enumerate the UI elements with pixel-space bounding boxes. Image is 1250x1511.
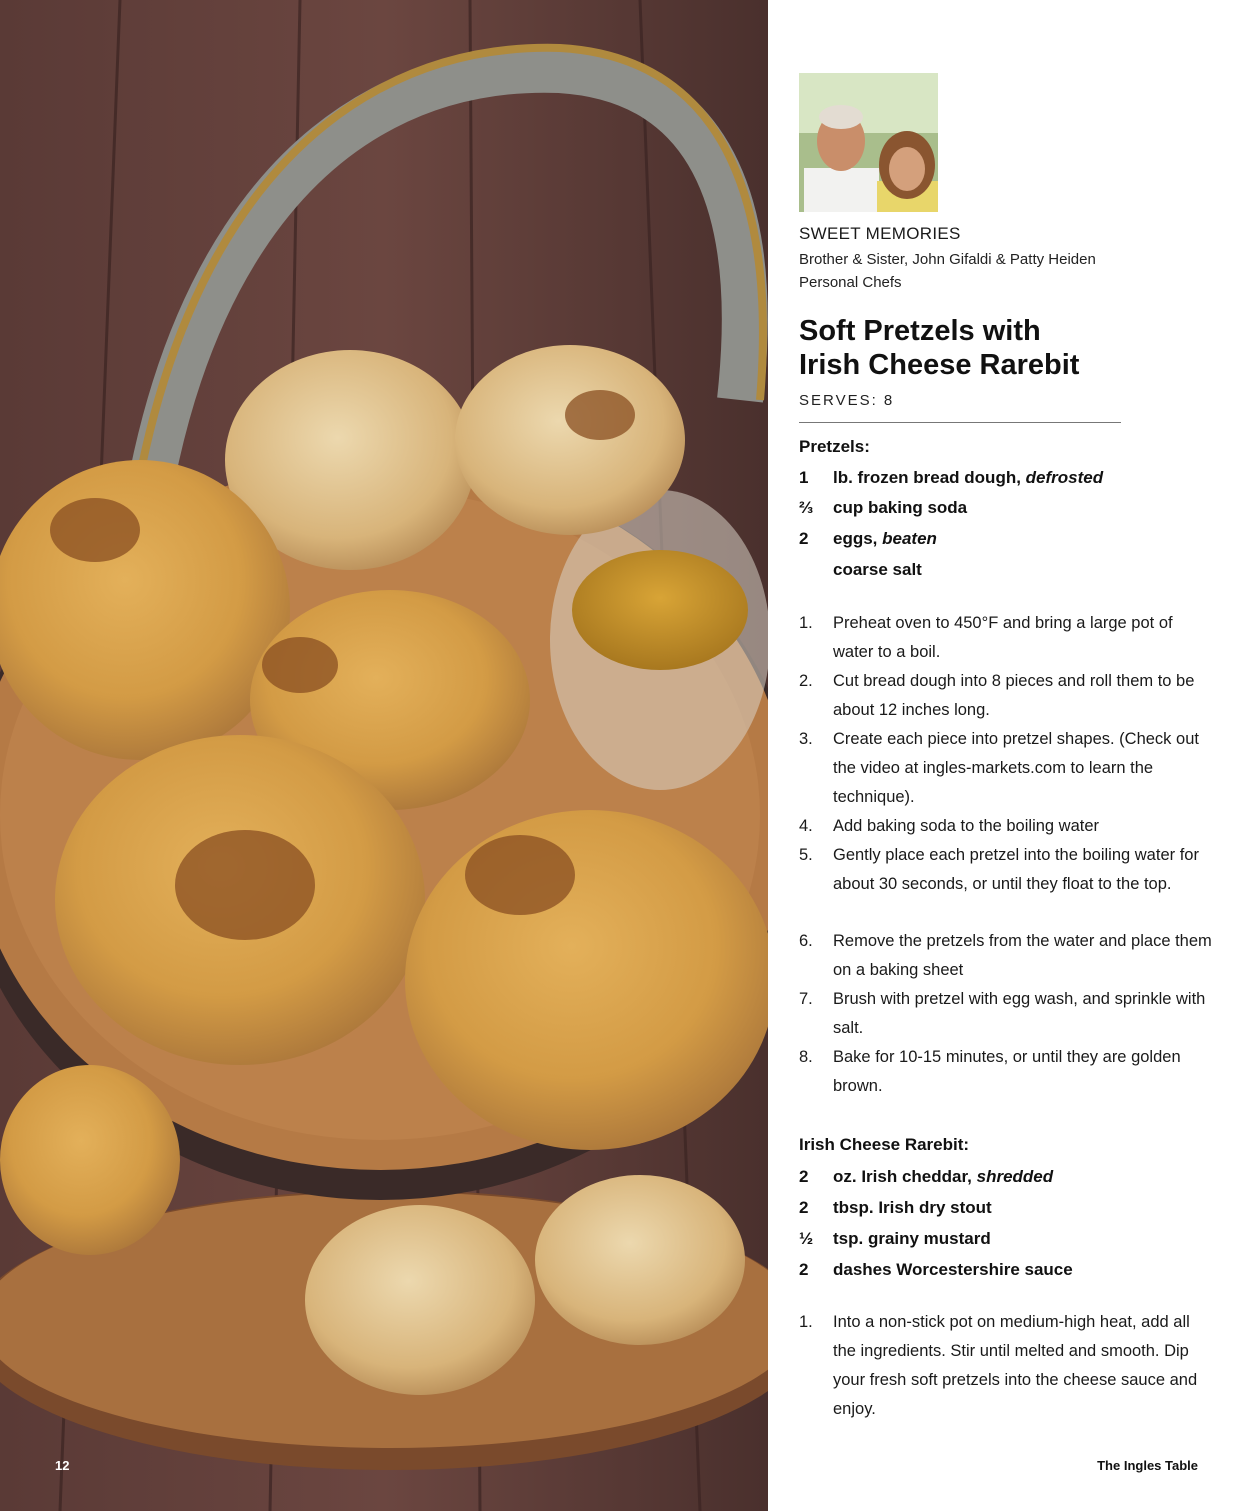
- chefs-portrait-icon: [799, 73, 938, 212]
- ingredient-text: tsp. grainy mustard: [833, 1229, 991, 1248]
- ingredient-text: coarse salt: [833, 560, 922, 579]
- chef-byline: Brother & Sister, John Gifaldi & Patty Heiden: [799, 251, 1096, 268]
- ingredient-text: dashes Worcestershire sauce: [833, 1260, 1073, 1279]
- ingredient-qty: 2: [799, 529, 809, 548]
- ingredient-note: beaten: [882, 529, 937, 548]
- ingredient-qty: 1: [799, 468, 809, 487]
- step-number: 6.: [799, 932, 813, 950]
- page-number: 12: [55, 1458, 70, 1473]
- serves-count: SERVES: 8: [799, 392, 895, 409]
- pretzels-heading: Pretzels:: [799, 437, 870, 456]
- step-number: 3.: [799, 730, 813, 748]
- step-number: 1.: [799, 614, 813, 632]
- ingredient-qty: ½: [799, 1229, 814, 1248]
- step-text: Create each piece into pretzel shapes. (Check out the video at ingles-markets.com to learn the technique).: [833, 730, 1199, 806]
- step-text: Brush with pretzel with egg wash, and sprinkle with salt.: [833, 990, 1206, 1037]
- ingredient-text: tbsp. Irish dry stout: [833, 1198, 992, 1217]
- ingredient-qty: 2: [799, 1167, 809, 1186]
- step-text: Into a non-stick pot on medium-high heat, add all the ingredients. Stir until melted and smooth. Dip your fresh soft pretzels into the cheese sauce and enjoy.: [833, 1313, 1198, 1418]
- title-divider: [799, 422, 1121, 423]
- section-label: SWEET MEMORIES: [799, 224, 961, 243]
- step-text: Bake for 10-15 minutes, or until they are golden brown.: [833, 1048, 1181, 1095]
- step-number: 7.: [799, 990, 813, 1008]
- step-number: 4.: [799, 817, 813, 835]
- ingredient-text: lb. frozen bread dough,: [833, 468, 1026, 487]
- ingredient-note: defrosted: [1025, 468, 1104, 487]
- recipe-title: [799, 314, 1219, 382]
- recipe-title-line1: Soft Pretzels with: [799, 315, 1041, 347]
- step-number: 2.: [799, 672, 813, 690]
- magazine-name: The Ingles Table: [1097, 1458, 1198, 1473]
- step-text: Preheat oven to 450°F and bring a large pot of water to a boil.: [833, 614, 1173, 661]
- step-text: Remove the pretzels from the water and place them on a baking sheet: [833, 932, 1212, 979]
- step-number: 8.: [799, 1048, 813, 1066]
- chefs-portrait: [799, 73, 938, 212]
- ingredient-note: shredded: [976, 1167, 1054, 1186]
- step-number: 1.: [799, 1313, 813, 1331]
- ingredient-qty: 2: [799, 1198, 809, 1217]
- ingredient-qty: ⅔: [799, 498, 814, 517]
- ingredient-qty: 2: [799, 1260, 809, 1279]
- ingredient-text: oz. Irish cheddar,: [833, 1167, 977, 1186]
- step-text: Cut bread dough into 8 pieces and roll them to be about 12 inches long.: [833, 672, 1195, 719]
- step-number: 5.: [799, 846, 813, 864]
- step-text: Add baking soda to the boiling water: [833, 817, 1100, 835]
- step-text: Gently place each pretzel into the boiling water for about 30 seconds, or until they float to the top.: [833, 846, 1199, 893]
- recipe-title-line2: Irish Cheese Rarebit: [799, 349, 1080, 381]
- ingredient-text: eggs,: [833, 529, 883, 548]
- rarebit-heading: Irish Cheese Rarebit:: [799, 1135, 970, 1154]
- chef-role: Personal Chefs: [799, 274, 902, 291]
- ingredient-text: cup baking soda: [833, 498, 968, 517]
